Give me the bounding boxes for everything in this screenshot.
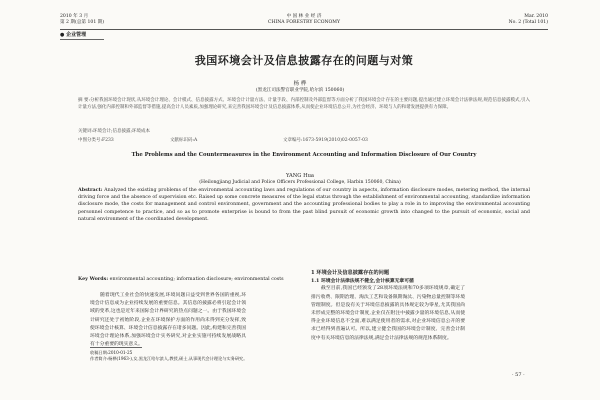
affiliation-cn: (黑龙江司法警官职业学院,哈尔滨 150060) bbox=[255, 88, 345, 93]
section-label: ● 企业管理 bbox=[60, 32, 87, 38]
header-divider bbox=[60, 29, 548, 30]
journal-name-en: CHINA FORESTRY ECONOMY bbox=[267, 20, 341, 25]
subsection-heading: 1.1 环境会计法律法规不健全,会计核算无章可循 bbox=[311, 278, 414, 285]
document-code: 文献标识码:A bbox=[170, 138, 198, 143]
intro-paragraph: 随着现代工业社会的快速发展,环境问题日益受到世界各国的重视,环境会计信息成为企业持续发展的重要信息。其信息的披露必将引起会计领域的变革,这也是近年来国际会计界研究的热点问题之一。由于我国环境会计研究还处于初始阶段,企业在环境保护方面的作用尚未得到充分发挥,致使环境会计核算、环境会计信息披露存在诸多问题。因此,构建和完善我国环境会计理论体系,加强环境会计实务研究,对企业实施可持续发展战略具有十分重要的现实意义。 bbox=[90, 293, 246, 348]
affiliation-en: (Heilongjiang Judicial and Police Officers Professional College, Harbin 150060, China) bbox=[199, 180, 401, 185]
keywords-cn: 关键词:环境会计;信息披露;环境成本 bbox=[78, 129, 151, 134]
author-bio: 作者简介:杨桦(1963-),女,黑龙江哈尔滨人,教授,硕士,从事现代会计理论与实务研究。 bbox=[90, 356, 248, 361]
header-date-en: Mar. 2010 bbox=[524, 14, 548, 19]
body-paragraph: 截至目前,我国已经颁发了28项环境法规和70多项环境规章,确定了排污收费、限期治理、淘汰工艺和设备限期淘汰、污染物总量控制等环境管理制度。但是没有关于环境信息披露的具体规定较为零星,尤其我国尚未形成完整的环境会计制度,企业仅在附注中披露少量的环境信息,从而使得企业环境信息不全面,难以满足使用者的需求,对企业环境信息公开的要求已经得到普遍认可。所以,建立健全我国的环境会计制度、完善会计制度中有关环境信息的法律法规,满足会计法律法规的规范体系制度。 bbox=[311, 286, 465, 341]
header-right bbox=[509, 14, 548, 26]
section-heading: 1 环境会计及信息披露存在的问题 bbox=[311, 270, 390, 276]
header-center bbox=[60, 14, 548, 26]
page-number: · 57 · bbox=[512, 372, 525, 378]
paper-title-cn: 我国环境会计及信息披露存在的问题与对策 bbox=[194, 54, 414, 67]
header-date: 2010 年 3 月 bbox=[60, 14, 89, 19]
author-en: YANG Hua bbox=[285, 173, 315, 179]
body-left-column bbox=[90, 292, 246, 349]
abstract-label-en: Abstract: bbox=[78, 187, 103, 193]
keywords-text-en: environmental accounting; information disclosure; environmental costs bbox=[108, 277, 284, 282]
footnote bbox=[90, 350, 250, 362]
abstract-en bbox=[78, 187, 530, 223]
header-issue: 第 2 期(总第 101 期) bbox=[60, 20, 105, 25]
footnote-divider bbox=[90, 347, 142, 348]
abstract-text-en: Analyzed the existing problems of the environmental accounting laws and regulations of our country in aspects, information disclosure modes, metering method, the internal driving force and the absence of supervision etc. Raised up some concrete measures of the legal status through the establishment of environmental accounting, standardize information disclosure mode, the costs for management and control environment, government and the accounting professional bodies to play a role in to improving the environmental accounting personnel competence to practice, and so as to promote enterprise is bound to from the past blind pursuit of economic growth into changed to the pursuit of economic, social and natural environment of the coordinated development. bbox=[78, 188, 530, 222]
class-number: 中图分类号:F233 bbox=[78, 138, 114, 143]
body-right-column bbox=[311, 269, 465, 343]
author-cn: 杨 桦 bbox=[293, 81, 307, 87]
journal-name-cn: 中 国 林 业 经 济 bbox=[286, 14, 322, 19]
abstract-cn: 摘 要:分析我国环境会计现状,从环境会计理论、会计模式、信息披露方式、环境会计计量方法、计量手段、内部控制及外部监督等方面分析了我国环境会计存在的主要问题,提出通过建立环境会计法律法规,规范信息披露模式,引入计量方法,强化内部控制和外部监督等措施,提高会计人员素质,加强理论研究,来完善我国环境会计及信息披露体系,从而使企业环境信息公开,为社会经济、环境与人的和谐发展提供有力保障。 bbox=[78, 98, 530, 110]
keywords-label-en: Key Words: bbox=[78, 276, 109, 282]
header-issue-en: No. 2 (Total 101) bbox=[508, 20, 548, 25]
article-number: 文章编号:1673-5919(2010)02-0057-03 bbox=[283, 138, 368, 143]
paper-title-en: The Problems and the Countermeasures in the Environment Accounting and Information Disclosure of Our Country bbox=[131, 152, 477, 158]
section-divider bbox=[60, 39, 104, 40]
received-date: 收稿日期:2010-01-25 bbox=[90, 350, 133, 355]
